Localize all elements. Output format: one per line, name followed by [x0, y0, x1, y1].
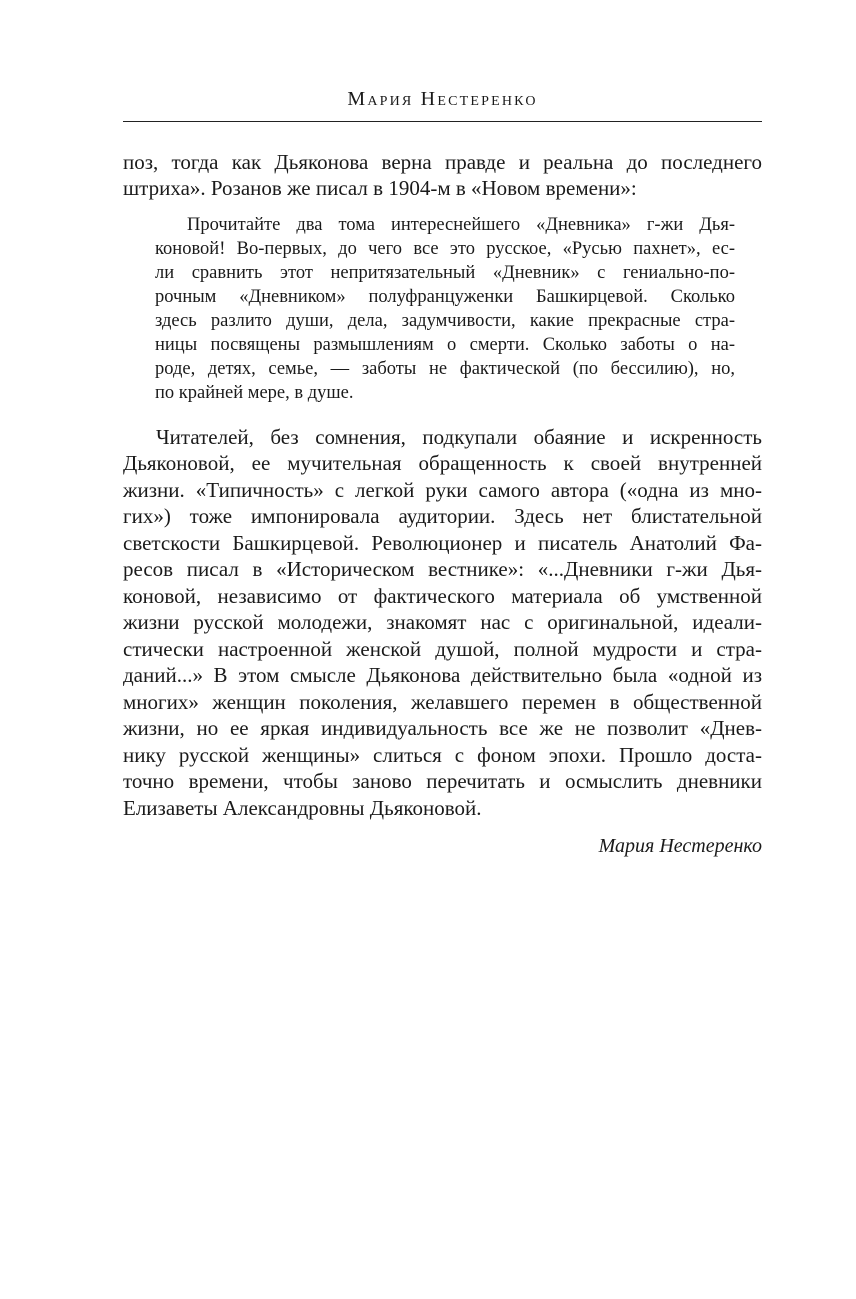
quote-line: коновой! Во-первых, до чего все это русское, «Русью пахнет», ес- — [155, 239, 735, 259]
header-rule — [123, 121, 762, 122]
text-line: Читателей, без сомнения, подкупали обаяние и искренность — [156, 425, 762, 449]
quote-line: здесь разлито души, дела, задумчивости, какие прекрасные стра- — [155, 311, 735, 331]
text-line: поз, тогда как Дьяконова верна правде и реальна до последнего — [123, 150, 762, 174]
author-signature: Мария Нестеренко — [598, 835, 762, 857]
text-line: ресов писал в «Историческом вестнике»: «...Дневники г-жи Дья- — [123, 557, 762, 581]
quote-line: ли сравнить этот непритязательный «Дневник» с гениально-по- — [155, 263, 735, 283]
text-line: жизни. «Типичность» с легкой руки самого автора («одна из мно- — [123, 478, 762, 502]
text-line: гих») тоже импонировала аудитории. Здесь нет блистательной — [123, 504, 762, 528]
text-line: Дьяконовой, ее мучительная обращенность к своей внутренней — [123, 451, 762, 475]
text-line: Елизаветы Александровны Дьяконовой. — [123, 796, 482, 820]
text-line: точно времени, чтобы заново перечитать и осмыслить дневники — [123, 769, 762, 793]
text-line: даний...» В этом смысле Дьяконова действительно была «одной из — [123, 663, 762, 687]
text-line: нику русской женщины» слиться с фоном эпохи. Прошло доста- — [123, 743, 762, 767]
running-header: Мария Нестеренко — [347, 88, 538, 110]
quote-line: Прочитайте два тома интереснейшего «Дневника» г-жи Дья- — [187, 215, 735, 235]
text-line: светскости Башкирцевой. Революционер и писатель Анатолий Фа- — [123, 531, 762, 555]
quote-line: по крайней мере, в душе. — [155, 383, 354, 403]
text-line: жизни, но ее яркая индивидуальность все же не позволит «Днев- — [123, 716, 762, 740]
quote-line: роде, детях, семье, — заботы не фактической (по бессилию), но, — [155, 359, 735, 379]
text-line: штриха». Розанов же писал в 1904-м в «Новом времени»: — [123, 176, 637, 200]
quote-line: рочным «Дневником» полуфранцуженки Башкирцевой. Сколько — [155, 287, 735, 307]
text-line: коновой, независимо от фактического материала об умственной — [123, 584, 762, 608]
text-line: многих» женщин поколения, желавшего перемен в общественной — [123, 690, 762, 714]
text-line: стически настроенной женской душой, полной мудрости и стра- — [123, 637, 762, 661]
quote-line: ницы посвящены размышлениям о смерти. Сколько заботы о на- — [155, 335, 735, 355]
text-line: жизни русской молодежи, знакомят нас с оригинальной, идеали- — [123, 610, 762, 634]
